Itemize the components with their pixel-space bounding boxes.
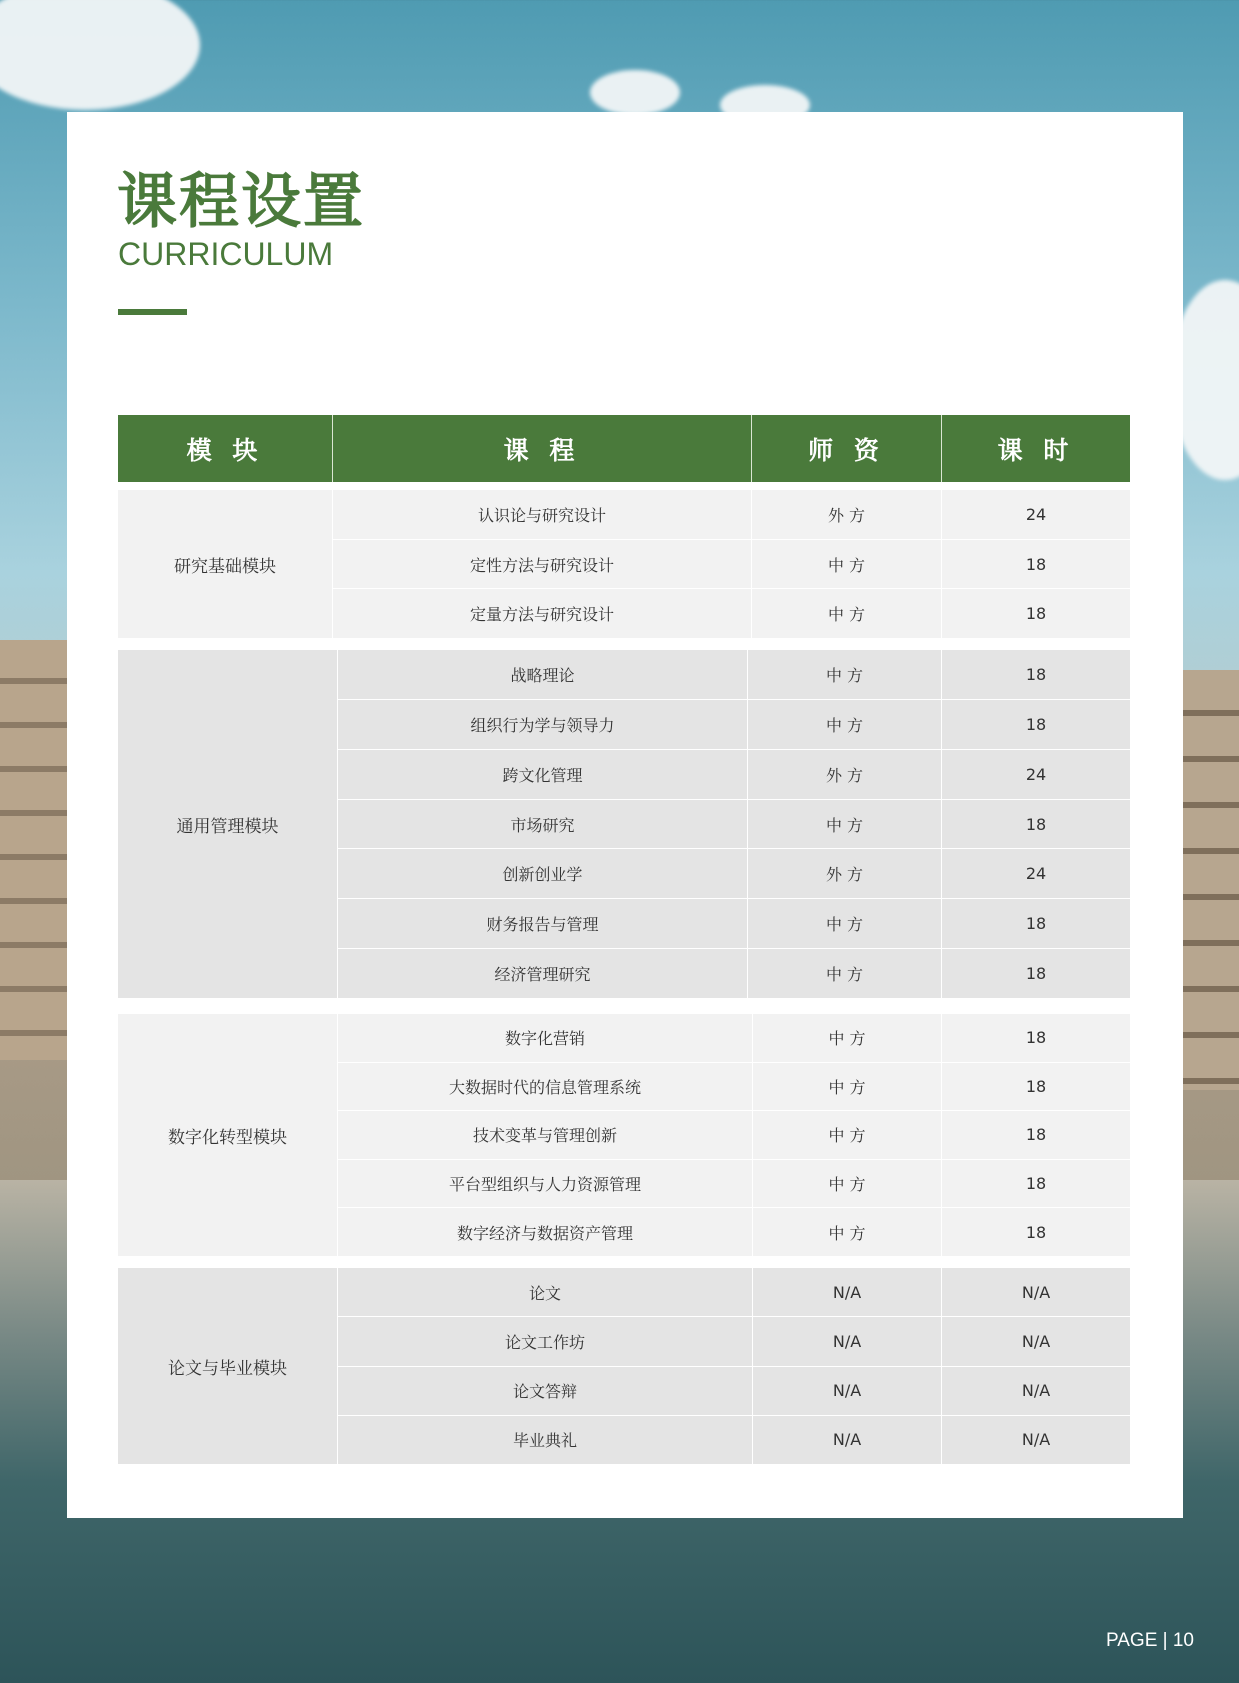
title-underline (118, 309, 187, 315)
course-cell: 市场研究 (338, 800, 748, 849)
faculty-cell: 中 方 (753, 1160, 942, 1208)
course-cell: 数字化营销 (338, 1014, 753, 1062)
table-row (338, 750, 1130, 800)
course-cell: 平台型组织与人力资源管理 (338, 1160, 753, 1208)
course-cell: 定量方法与研究设计 (333, 589, 752, 638)
hours-cell: 18 (1025, 1174, 1047, 1194)
course-cell: 技术变革与管理创新 (338, 1111, 753, 1159)
table-row (338, 1111, 1130, 1160)
cloud-decoration (0, 0, 200, 110)
faculty-cell: 中 方 (748, 899, 942, 948)
column-header-module: 模 块 (118, 415, 333, 482)
course-cell: 论文答辩 (338, 1367, 753, 1415)
hours-cell: N/A (1021, 1430, 1051, 1450)
faculty-cell: 外 方 (748, 750, 942, 799)
faculty-cell: 中 方 (752, 540, 942, 589)
course-cell: 数字经济与数据资产管理 (338, 1208, 753, 1256)
course-cell: 跨文化管理 (338, 750, 748, 799)
faculty-cell: N/A (753, 1268, 942, 1316)
table-row (338, 899, 1130, 949)
table-row (338, 1416, 1130, 1464)
course-cell: 论文 (338, 1268, 753, 1316)
content-card (67, 112, 1183, 1518)
table-row (333, 540, 1130, 590)
faculty-cell: 外 方 (748, 849, 942, 898)
faculty-cell: 中 方 (748, 949, 942, 998)
cloud-decoration (590, 70, 680, 115)
table-row (338, 1317, 1130, 1366)
table-row (338, 949, 1130, 998)
course-cell: 经济管理研究 (338, 949, 748, 998)
course-cell: 论文工作坊 (338, 1317, 753, 1365)
hours-cell: 18 (1025, 1028, 1047, 1048)
table-header (118, 415, 1130, 482)
hours-cell: 18 (1025, 604, 1047, 624)
table-row (338, 1063, 1130, 1112)
table-row (338, 1208, 1130, 1256)
faculty-cell: 中 方 (752, 589, 942, 638)
column-header-hours: 课 时 (997, 435, 1075, 465)
hours-cell: 18 (1025, 1125, 1047, 1145)
course-cell: 战略理论 (338, 650, 748, 699)
hours-cell: N/A (1021, 1282, 1051, 1302)
faculty-cell: 中 方 (753, 1208, 942, 1256)
faculty-cell: 中 方 (753, 1014, 942, 1062)
page-number: PAGE | 10 (1105, 1630, 1194, 1651)
hours-cell: 24 (1025, 764, 1047, 784)
hours-cell: N/A (1021, 1331, 1051, 1351)
table-row (338, 1014, 1130, 1063)
hours-cell: 18 (1025, 814, 1047, 834)
course-cell: 毕业典礼 (338, 1416, 753, 1464)
building-right (1179, 670, 1239, 1090)
course-cell: 定性方法与研究设计 (333, 540, 752, 589)
course-cell: 财务报告与管理 (338, 899, 748, 948)
hours-cell: 18 (1025, 1222, 1047, 1242)
module-name: 通用管理模块 (118, 650, 338, 998)
module-group-general-management (118, 650, 1130, 998)
table-row (333, 490, 1130, 540)
hours-cell: 18 (1025, 714, 1047, 734)
faculty-cell: 中 方 (748, 800, 942, 849)
table-row (338, 700, 1130, 750)
module-name: 论文与毕业模块 (118, 1268, 338, 1464)
page-subtitle: CURRICULUM (118, 236, 334, 272)
page-title: 课程设置 (117, 167, 365, 237)
hours-cell: 18 (1025, 964, 1047, 984)
column-header-course: 课 程 (333, 415, 752, 482)
hours-cell: 18 (1025, 1076, 1047, 1096)
course-cell: 组织行为学与领导力 (338, 700, 748, 749)
faculty-cell: N/A (753, 1367, 942, 1415)
faculty-cell: N/A (753, 1416, 942, 1464)
table-row (338, 1268, 1130, 1317)
table-row (338, 650, 1130, 700)
course-cell: 创新创业学 (338, 849, 748, 898)
hours-cell: 24 (1025, 504, 1047, 524)
table-row (338, 849, 1130, 899)
table-row (338, 1160, 1130, 1209)
module-group-thesis-graduation (118, 1268, 1130, 1464)
hours-cell: 18 (1025, 554, 1047, 574)
course-cell: 大数据时代的信息管理系统 (338, 1063, 753, 1111)
faculty-cell: 外 方 (752, 490, 942, 539)
faculty-cell: 中 方 (753, 1111, 942, 1159)
table-row (338, 1367, 1130, 1416)
module-group-research (118, 490, 1130, 638)
course-cell: 认识论与研究设计 (333, 490, 752, 539)
module-group-digital-transformation (118, 1014, 1130, 1256)
table-row (338, 800, 1130, 850)
building-left (0, 640, 70, 1060)
hours-cell: N/A (1021, 1381, 1051, 1401)
module-name: 数字化转型模块 (118, 1014, 338, 1256)
hours-cell: 18 (1025, 664, 1047, 684)
faculty-cell: 中 方 (748, 650, 942, 699)
faculty-cell: 中 方 (748, 700, 942, 749)
faculty-cell: 中 方 (753, 1063, 942, 1111)
hours-cell: 18 (1025, 914, 1047, 934)
faculty-cell: N/A (753, 1317, 942, 1365)
module-name: 研究基础模块 (118, 490, 333, 638)
table-row (333, 589, 1130, 638)
hours-cell: 24 (1025, 864, 1047, 884)
column-header-faculty: 师 资 (752, 415, 942, 482)
